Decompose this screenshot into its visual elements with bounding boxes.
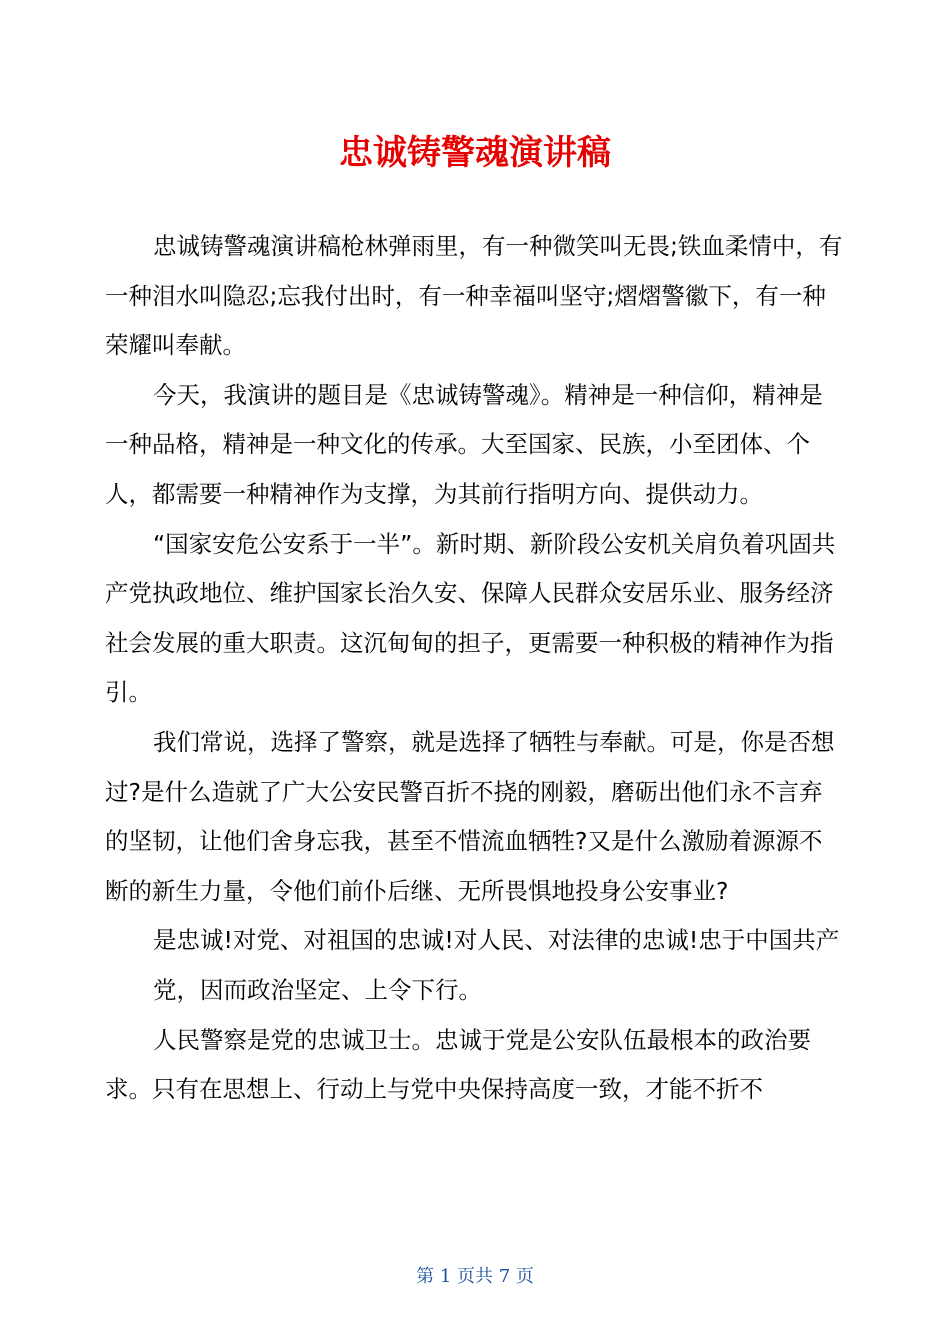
paragraph-5: 是忠诚!对党、对祖国的忠诚!对人民、对法律的忠诚!忠于中国共产党，因而政治坚定、上令下行。 — [153, 926, 840, 1004]
paragraph-3: “国家安危公安系于一半”。新时期、新阶段公安机关肩负着巩固共产党执政地位、维护国家长治久安、保障人民群众安居乐业、服务经济社会发展的重大职责。这沉甸甸的担子，更需要一种积极的精神作为指引。 — [105, 529, 836, 707]
paragraph-6: 人民警察是党的忠诚卫士。忠诚于党是公安队伍最根本的政治要求。只有在思想上、行动上与党中央保持高度一致，才能不折不 — [105, 1025, 811, 1104]
document-title: 忠诚铸警魂演讲稿 — [339, 132, 611, 173]
page-footer: 第 1 页共 7 页 — [416, 1266, 534, 1287]
paragraph-4: 我们常说，选择了警察，就是选择了牺牲与奉献。可是，你是否想过?是什么造就了广大公安民警百折不挠的刚毅，磨砺出他们永不言弃的坚韧，让他们舍身忘我，甚至不惜流血牺牲?又是什么激励着源源不断的新生力量，令他们前仆后继、无所畏惧地投身公安事业? — [105, 727, 835, 905]
document-body — [105, 222, 845, 1115]
paragraph-2: 今天，我演讲的题目是《忠诚铸警魂》。精神是一种信仰，精神是一种品格，精神是一种文化的传承。大至国家、民族，小至团体、个人，都需要一种精神作为支撑，为其前行指明方向、提供动力。 — [105, 380, 823, 508]
paragraph-1: 忠诚铸警魂演讲稿枪林弹雨里，有一种微笑叫无畏;铁血柔情中，有一种泪水叫隐忍;忘我付出时，有一种幸福叫坚守;熠熠警徽下，有一种荣耀叫奉献。 — [105, 232, 843, 360]
